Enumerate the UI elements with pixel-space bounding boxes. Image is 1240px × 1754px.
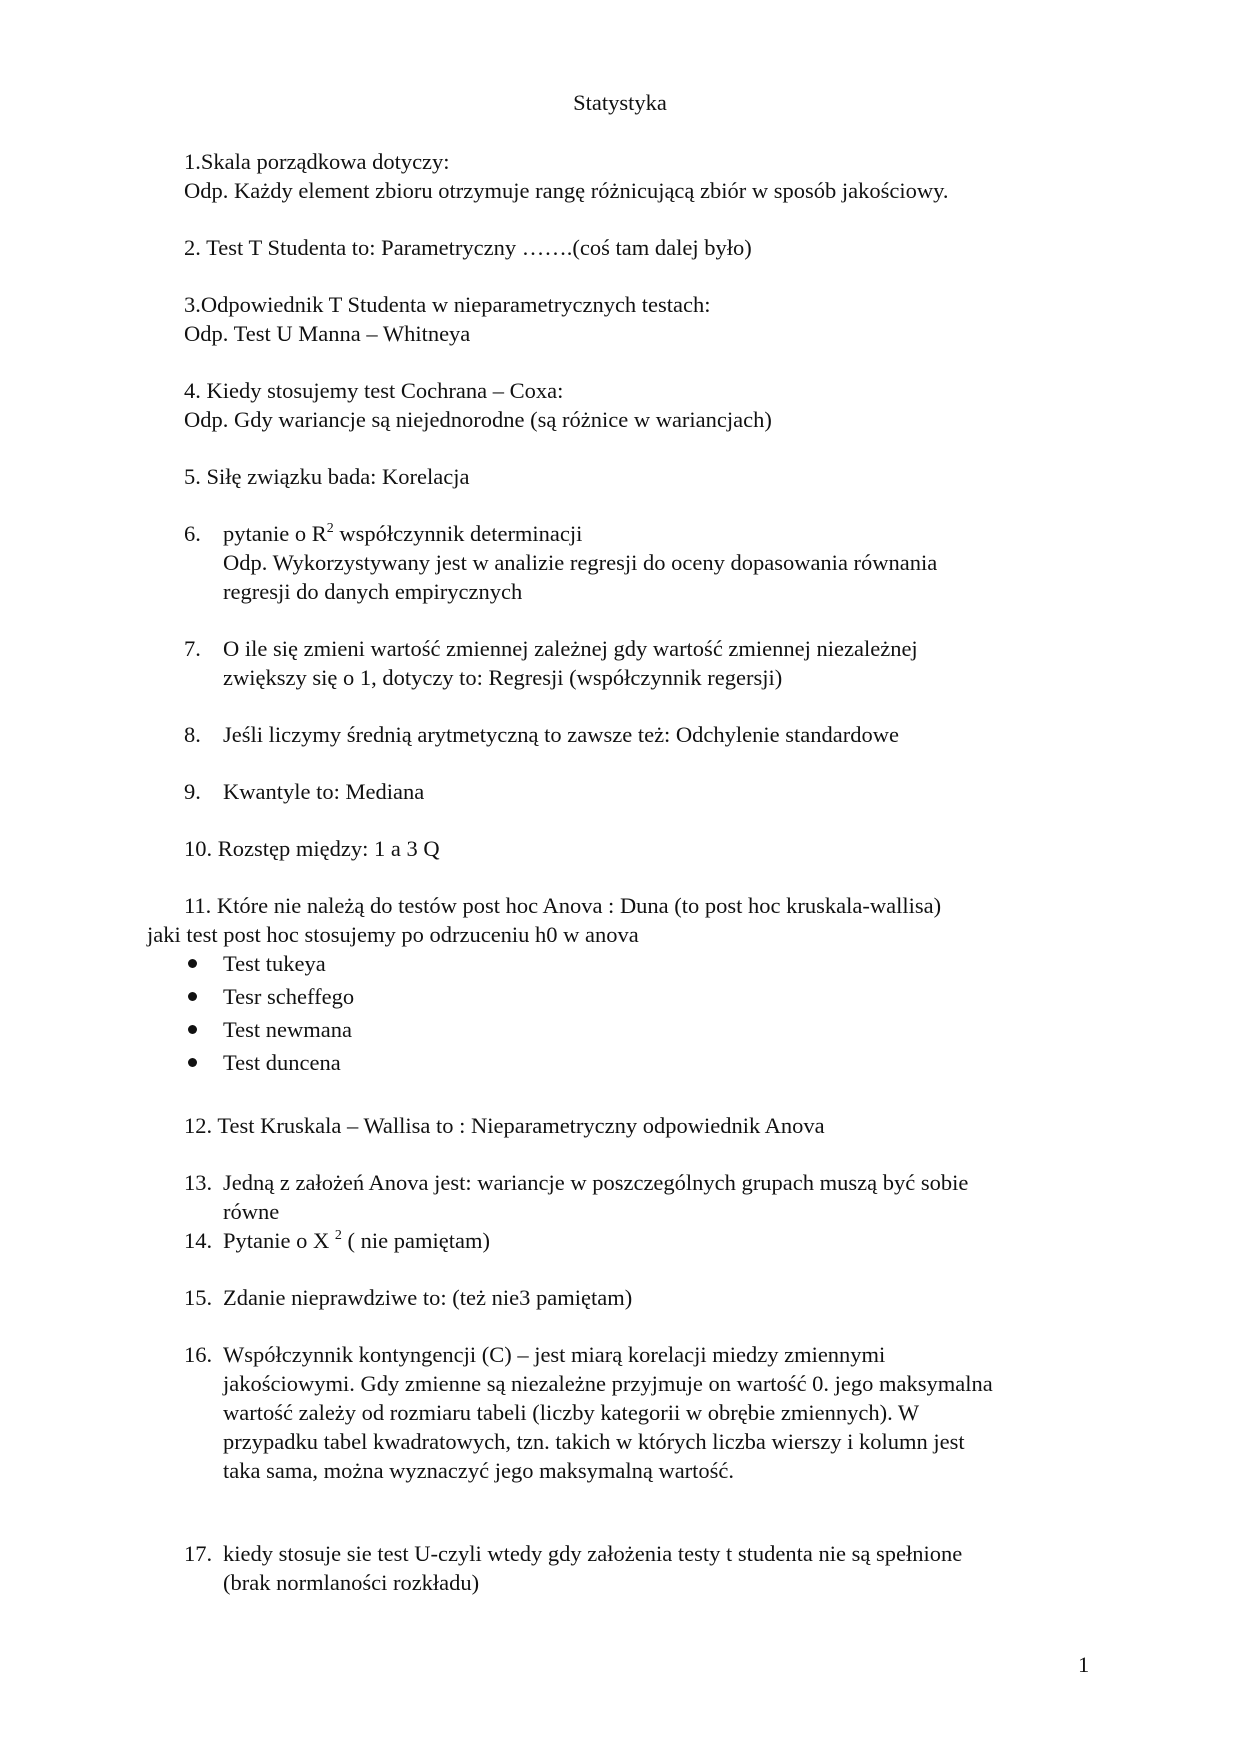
question-1: 1.Skala porządkowa dotyczy: xyxy=(184,149,450,174)
question-16-line-3: wartość zależy od rozmiaru tabeli (liczby kategorii w obrębie zmiennych). W xyxy=(223,1400,920,1425)
question-17-line-1: kiedy stosuje sie test U-czyli wtedy gdy założenia testy t studenta nie są spełnione xyxy=(223,1541,963,1566)
question-6-number: 6. xyxy=(184,521,201,546)
answer-1: Odp. Każdy element zbioru otrzymuje rangę różnicującą zbiór w sposób jakościowy. xyxy=(184,178,949,203)
question-11-line-1: 11. Które nie należą do testów post hoc Anova : Duna (to post hoc kruskala-wallisa) xyxy=(184,893,942,918)
question-17-line-2: (brak normlaności rozkładu) xyxy=(223,1570,480,1595)
list-item: Test tukeya xyxy=(223,951,326,976)
answer-6-line-1: Odp. Wykorzystywany jest w analizie regresji do oceny dopasowania równania xyxy=(223,550,938,575)
question-13-number: 13. xyxy=(184,1170,213,1195)
question-4: 4. Kiedy stosujemy test Cochrana – Coxa: xyxy=(184,378,564,403)
question-16-line-4: przypadku tabel kwadratowych, tzn. takich w których liczba wierszy i kolumn jest xyxy=(223,1429,965,1454)
question-14-number: 14. xyxy=(184,1228,213,1253)
bullet-icon xyxy=(188,1058,197,1067)
document-title: Statystyka xyxy=(573,90,667,115)
question-10: 10. Rozstęp między: 1 a 3 Q xyxy=(184,836,440,861)
question-14: Pytanie o X $^2$ ( nie pamiętam) xyxy=(223,1228,490,1253)
question-2: 2. Test T Studenta to: Parametryczny …….(coś tam dalej było) xyxy=(184,235,752,260)
list-item: Test newmana xyxy=(223,1017,353,1042)
question-6: pytanie o $R^2$ współczynnik determinacji xyxy=(223,521,583,546)
question-16-line-5: taka sama, można wyznaczyć jego maksymalną wartość. xyxy=(223,1458,735,1483)
question-16-number: 16. xyxy=(184,1342,213,1367)
question-16-line-1: Współczynnik kontyngencji (C) – jest miarą korelacji miedzy zmiennymi xyxy=(223,1342,886,1367)
question-11-line-2: jaki test post hoc stosujemy po odrzuceniu h0 w anova xyxy=(147,922,639,947)
question-17-number: 17. xyxy=(184,1541,213,1566)
answer-3: Odp. Test U Manna – Whitneya xyxy=(184,321,471,346)
list-item: Tesr scheffego xyxy=(223,984,355,1009)
superscript: 2 xyxy=(326,521,334,536)
question-9: Kwantyle to: Mediana xyxy=(223,779,425,804)
question-15-number: 15. xyxy=(184,1285,213,1310)
question-13-line-1: Jedną z założeń Anova jest: wariancje w poszczególnych grupach muszą być sobie xyxy=(223,1170,969,1195)
list-item: Test duncena xyxy=(223,1050,341,1075)
bullet-icon xyxy=(188,1025,197,1034)
question-5: 5. Siłę związku bada: Korelacja xyxy=(184,464,470,489)
question-15: Zdanie nieprawdziwe to: (też nie3 pamiętam) xyxy=(223,1285,633,1310)
question-8: Jeśli liczymy średnią arytmetyczną to zawsze też: Odchylenie standardowe xyxy=(223,722,899,747)
page-number: 1 xyxy=(1078,1652,1090,1677)
question-7-line-2: zwiększy się o 1, dotyczy to: Regresji (współczynnik regersji) xyxy=(223,665,783,690)
question-7-number: 7. xyxy=(184,636,201,661)
question-7-line-1: O ile się zmieni wartość zmiennej zależnej gdy wartość zmiennej niezależnej xyxy=(223,636,918,661)
superscript: 2 xyxy=(334,1228,342,1243)
question-3: 3.Odpowiednik T Studenta w nieparametrycznych testach: xyxy=(184,292,711,317)
answer-4: Odp. Gdy wariancje są niejednorodne (są różnice w wariancjach) xyxy=(184,407,772,432)
bullet-icon xyxy=(188,992,197,1001)
bullet-icon xyxy=(188,959,197,968)
question-13-line-2: równe xyxy=(223,1199,280,1224)
question-9-number: 9. xyxy=(184,779,201,804)
answer-6-line-2: regresji do danych empirycznych xyxy=(223,579,523,604)
question-8-number: 8. xyxy=(184,722,201,747)
question-12: 12. Test Kruskala – Wallisa to : Nieparametryczny odpowiednik Anova xyxy=(184,1113,825,1138)
question-16-line-2: jakościowymi. Gdy zmienne są niezależne przyjmuje on wartość 0. jego maksymalna xyxy=(223,1371,993,1396)
